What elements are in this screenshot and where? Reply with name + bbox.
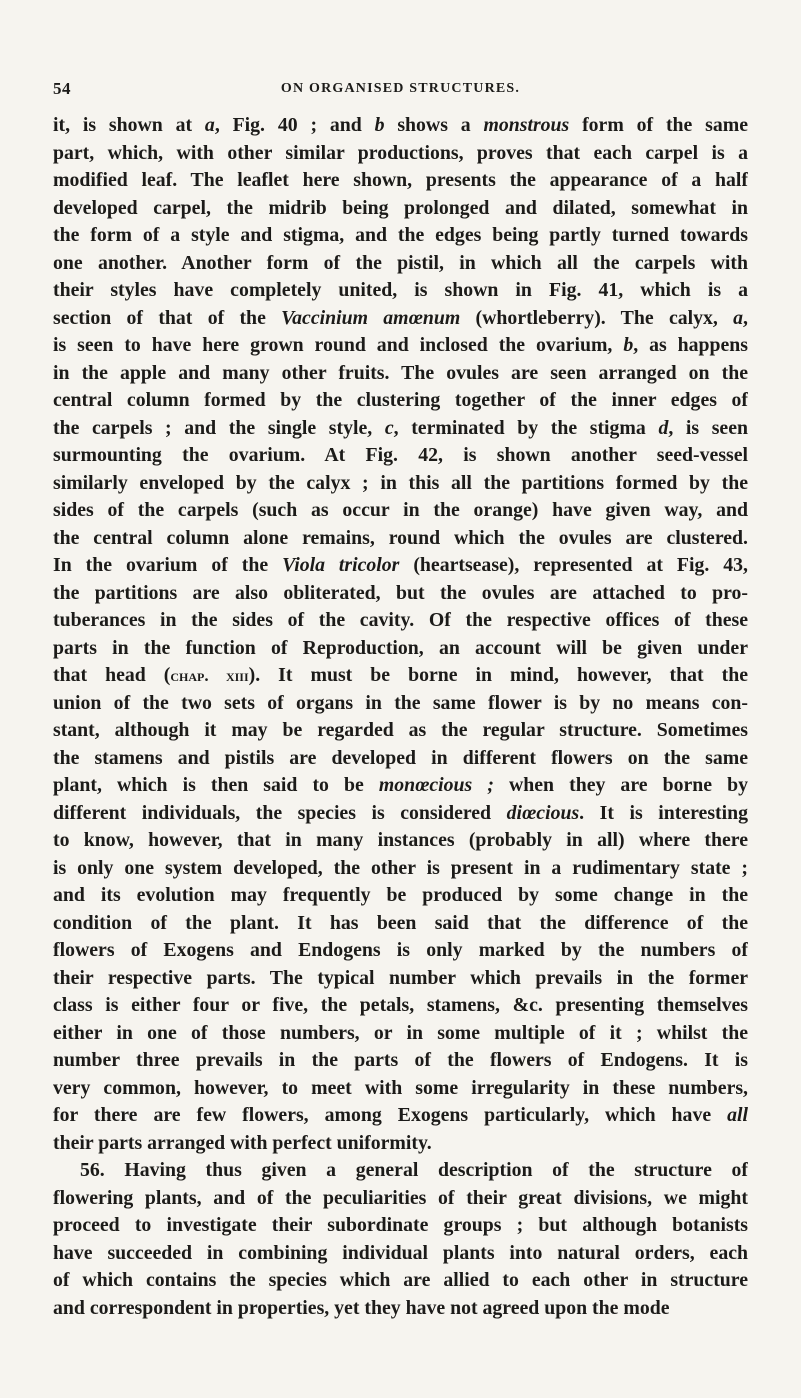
text-run: condition of the plant. It has been said that the difference of the: [53, 911, 748, 934]
text-line: [53, 827, 748, 855]
text-run: have succeeded in combining individual plants into natural orders, each: [53, 1241, 748, 1264]
text-run: shows a: [384, 114, 484, 136]
text-line: [53, 882, 748, 910]
text-run: , as happens: [633, 334, 748, 356]
text-run: ). It must be borne in mind, however, that the: [248, 664, 748, 686]
text-line: [53, 332, 748, 360]
text-line: [53, 937, 748, 965]
text-line: [53, 470, 748, 498]
text-run: , terminated by the stigma: [393, 416, 659, 439]
text-line: [53, 1020, 748, 1048]
text-run: the carpels ; and the single style,: [53, 416, 385, 439]
text-line: [53, 965, 748, 993]
text-run: 56. Having thus given a general description of the structure of: [80, 1159, 748, 1181]
text-line: [53, 1295, 748, 1323]
italic-run: Viola tricolor: [282, 554, 400, 576]
italic-run: Vaccinium amœnum: [281, 306, 461, 329]
italic-run: b: [374, 114, 385, 136]
text-line: [53, 1212, 748, 1240]
text-line: [53, 580, 748, 608]
text-line: [53, 140, 748, 168]
text-line: [53, 1185, 748, 1213]
text-run: (whortleberry). The calyx,: [460, 306, 734, 329]
text-line: [53, 662, 748, 690]
text-run: of which contains the species which are allied to each other in structure: [53, 1269, 748, 1291]
text-run: and correspondent in properties, yet they have not agreed upon the mode: [53, 1296, 670, 1319]
italic-run: diœcious: [506, 801, 580, 824]
text-run: ,: [743, 306, 748, 329]
small-caps-run: chap. xiii: [170, 666, 249, 685]
italic-run: a: [733, 306, 744, 329]
text-run: union of the two sets of organs in the same flower is by no means con-: [53, 691, 748, 714]
text-run: number three prevails in the parts of the flowers of Endogens. It is: [53, 1049, 748, 1071]
text-line: [53, 745, 748, 773]
text-run: one another. Another form of the pistil, in which all the carpels with: [53, 251, 748, 274]
text-run: when they are borne by: [493, 774, 748, 796]
text-line: [53, 277, 748, 305]
text-run: flowers of Exogens and Endogens is only marked by the numbers of: [53, 939, 748, 961]
text-run: central column formed by the clustering together of the inner edges of: [53, 389, 748, 411]
text-line: [53, 195, 748, 223]
text-run: different individuals, the species is considered: [53, 801, 507, 824]
text-run: that head (: [53, 664, 171, 686]
text-run: is only one system developed, the other is present in a rudimentary state ;: [53, 856, 748, 879]
italic-run: all: [727, 1104, 748, 1126]
text-run: part, which, with other similar productions, proves that each carpel is a: [53, 141, 748, 164]
text-run: very common, however, to meet with some irregularity in these numbers,: [53, 1076, 748, 1099]
text-line: [53, 1157, 748, 1185]
text-run: for there are few flowers, among Exogens particularly, which have: [53, 1104, 728, 1126]
text-run: the stamens and pistils are developed in different flowers on the same: [53, 746, 748, 769]
text-run: plant, which is then said to be: [53, 774, 379, 796]
text-run: form of the same: [569, 114, 748, 136]
italic-run: monstrous: [483, 114, 570, 136]
text-run: to know, however, that in many instances (probably in all) where there: [53, 829, 748, 851]
text-line: [53, 1102, 748, 1130]
text-run: their parts arranged with perfect uniformity.: [53, 1131, 432, 1154]
text-run: developed carpel, the midrib being prolonged and dilated, somewhat in: [53, 196, 748, 219]
text-line: [53, 387, 748, 415]
text-run: and its evolution may frequently be produced by some change in the: [53, 884, 748, 906]
text-line: [53, 222, 748, 250]
text-line: [53, 1047, 748, 1075]
text-run: modified leaf. The leaflet here shown, presents the appearance of a half: [53, 169, 748, 191]
text-line: [53, 442, 748, 470]
page-number: 54: [53, 79, 71, 98]
text-run: stant, although it may be regarded as the regular structure. Sometimes: [53, 719, 748, 741]
text-line: [53, 497, 748, 525]
text-run: class is either four or five, the petals, stamens, &c. presenting themselves: [53, 994, 748, 1016]
text-run: the partitions are also obliterated, but the ovules are attached to pro-: [53, 581, 748, 604]
text-run: section of that of the: [53, 306, 282, 329]
text-line: [53, 855, 748, 883]
text-run: In the ovarium of the: [53, 554, 283, 576]
text-line: [53, 1240, 748, 1268]
italic-run: monœcious ;: [378, 774, 494, 796]
text-line: [53, 1130, 748, 1158]
running-head: ON ORGANISED STRUCTURES.: [280, 81, 521, 96]
text-line: [53, 167, 748, 195]
text-run: , Fig. 40 ; and: [214, 114, 375, 136]
text-line: [53, 305, 748, 333]
text-run: in the apple and many other fruits. The ovules are seen arranged on the: [53, 361, 748, 384]
body-text: [53, 112, 748, 1322]
text-run: either in one of those numbers, or in some multiple of it ; whilst the: [53, 1021, 748, 1044]
text-line: [53, 800, 748, 828]
text-run: the central column alone remains, round which the ovules are clustered.: [53, 526, 748, 549]
text-line: [53, 525, 748, 553]
text-line: [53, 772, 748, 800]
text-line: [53, 635, 748, 663]
text-line: [53, 717, 748, 745]
text-run: (heartsease), represented at Fig. 43,: [399, 554, 748, 576]
page-header: [53, 79, 748, 105]
text-run: the form of a style and stigma, and the edges being partly turned towards: [53, 224, 748, 246]
text-line: [53, 910, 748, 938]
text-run: similarly enveloped by the calyx ; in this all the partitions formed by the: [53, 471, 748, 494]
text-run: surmounting the ovarium. At Fig. 42, is shown another seed-vessel: [53, 444, 748, 466]
text-run: proceed to investigate their subordinate groups ; but although botanists: [53, 1214, 748, 1236]
text-line: [53, 415, 748, 443]
text-run: , is seen: [668, 416, 748, 439]
text-run: their styles have completely united, is shown in Fig. 41, which is a: [53, 279, 748, 301]
italic-run: a: [204, 114, 215, 136]
text-line: [53, 112, 748, 140]
italic-run: d: [658, 416, 669, 439]
text-run: tuberances in the sides of the cavity. Of the respective offices of these: [53, 609, 748, 631]
text-run: is seen to have here grown round and inclosed the ovarium,: [53, 334, 624, 356]
text-run: sides of the carpels (such as occur in the orange) have given way, and: [53, 499, 748, 521]
text-line: [53, 360, 748, 388]
text-line: [53, 607, 748, 635]
text-run: . It is interesting: [579, 801, 748, 824]
text-run: their respective parts. The typical number which prevails in the former: [53, 966, 748, 989]
text-run: it, is shown at: [53, 114, 205, 136]
text-line: [53, 1267, 748, 1295]
text-run: parts in the function of Reproduction, an account will be given under: [53, 636, 748, 659]
text-line: [53, 690, 748, 718]
text-line: [53, 250, 748, 278]
text-run: flowering plants, and of the peculiarities of their great divisions, we might: [53, 1186, 748, 1209]
text-line: [53, 1075, 748, 1103]
text-line: [53, 552, 748, 580]
text-line: [53, 992, 748, 1020]
italic-run: b: [623, 334, 634, 356]
italic-run: c: [384, 416, 394, 439]
